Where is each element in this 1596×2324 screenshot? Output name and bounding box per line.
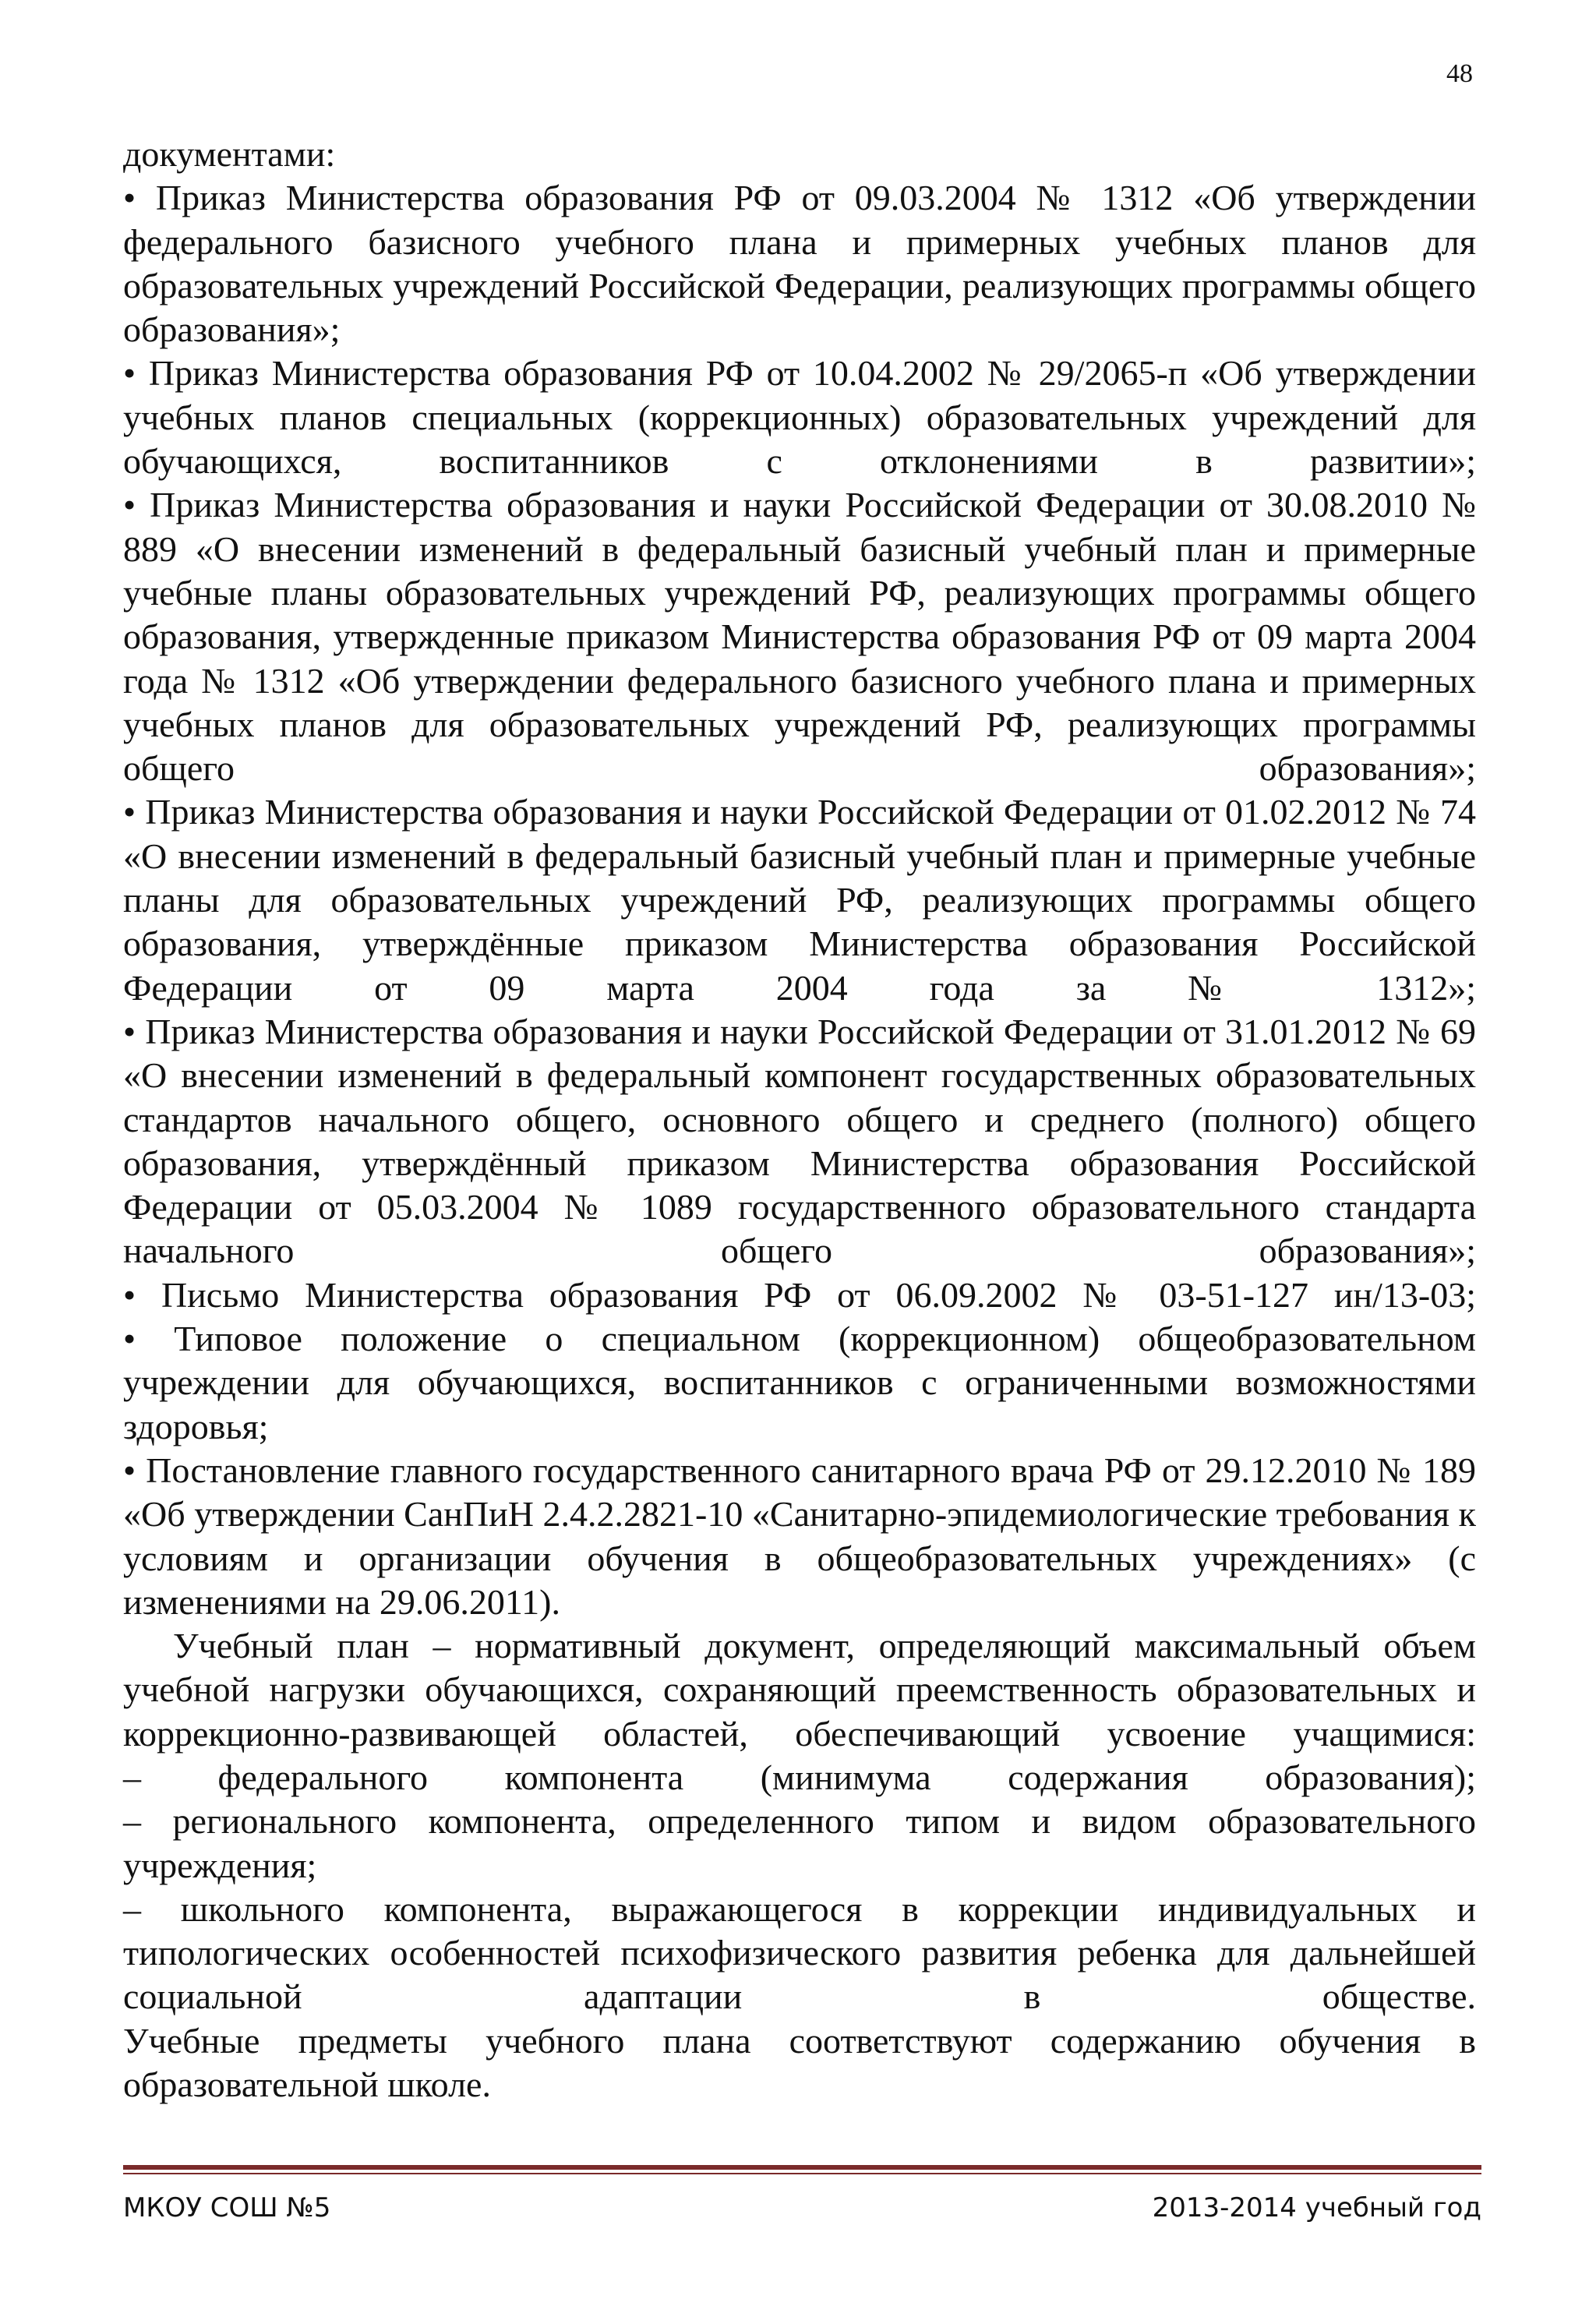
paragraph-curriculum-definition: Учебный план – нормативный документ, определяющий максимальный объем учебной нагрузки обучающихся, сохраняющий преемственность образовательных и коррекционно-развивающей областей, обеспечивающий усвоение учащимися: [123, 1626, 1476, 1754]
paragraph-subjects: Учебные предметы учебного плана соответствуют содержанию обучения в образовательной школе. [123, 2020, 1476, 2105]
footer-school-name: МКОУ СОШ №5 [123, 2192, 331, 2223]
page-number: 48 [1446, 59, 1473, 88]
paragraph-order-889: • Приказ Министерства образования и науки Российской Федерации от 30.08.2010 № 889 «О внесении изменений в федеральный базисный учебный план и примерные учебные планы образовательных учреждений РФ, реализующих программы общего образования, утвержденные приказом Министерства образования РФ от 09 марта 2004 года № 1312 «Об утверждении федерального базисного учебного плана и примерных учебных планов для образовательных учреждений РФ, реализующих программы общего образования»; [123, 485, 1476, 789]
paragraph-letter: • Письмо Министерства образования РФ от 06.09.2002 № 03-51-127 ин/13-03; [123, 1274, 1476, 1315]
paragraph-sanpin: • Постановление главного государственного санитарного врача РФ от 29.12.2010 № 189 «Об утверждении СанПиН 2.4.2.2821-10 «Санитарно-эпидемиологические требования к условиям и организации обучения в общеобразовательных учреждениях» (с изменениями на 29.06.2011). [123, 1450, 1476, 1622]
paragraph-order-69: • Приказ Министерства образования и науки Российской Федерации от 31.01.2012 № 69 «О внесении изменений в федеральный компонент государственных образовательных стандартов начального общего, основного общего и среднего (полного) общего образования, утверждённый приказом Министерства образования Российской Федерации от 05.03.2004 № 1089 государственного образовательного стандарта начального общего образования»; [123, 1011, 1476, 1271]
list-item-school: – школьного компонента, выражающегося в коррекции индивидуальных и типологических особенностей психофизического развития ребенка для дальнейшей социальной адаптации в обществе. [123, 1888, 1476, 2017]
paragraph-order-1312: • Приказ Министерства образования РФ от 09.03.2004 № 1312 «Об утверждении федерального базисного учебного плана и примерных учебных планов для образовательных учреждений Российской Федерации, реализующих программы общего образования»; [123, 178, 1476, 350]
paragraph-regulation: • Типовое положение о специальном (коррекционном) общеобразовательном учреждении для обучающихся, воспитанников с ограниченными возможностями здоровья; [123, 1319, 1476, 1446]
paragraph-order-74: • Приказ Министерства образования и науки Российской Федерации от 01.02.2012 № 74 «О внесении изменений в федеральный базисный учебный план и примерные учебные планы для образовательных учреждений РФ, реализующих программы общего образования, утверждённые приказом Министерства образования Российской Федерации от 09 марта 2004 года за № 1312»; [123, 792, 1476, 1008]
footer-divider [123, 2165, 1481, 2170]
list-item-federal: – федерального компонента (минимума содержания образования); [123, 1757, 1476, 1797]
body-text [123, 132, 1476, 2107]
footer-divider-thin [123, 2173, 1481, 2174]
footer-school-year: 2013-2014 учебный год [1152, 2192, 1481, 2223]
paragraph-intro: документами: [123, 134, 336, 174]
list-item-regional: – регионального компонента, определенного типом и видом образовательного учреждения; [123, 1801, 1476, 1885]
paragraph-order-29-2065: • Приказ Министерства образования РФ от 10.04.2002 № 29/2065-п «Об утверждении учебных планов специальных (коррекционных) образовательных учреждений для обучающихся, воспитанников с отклонениями в развитии»; [123, 353, 1476, 482]
